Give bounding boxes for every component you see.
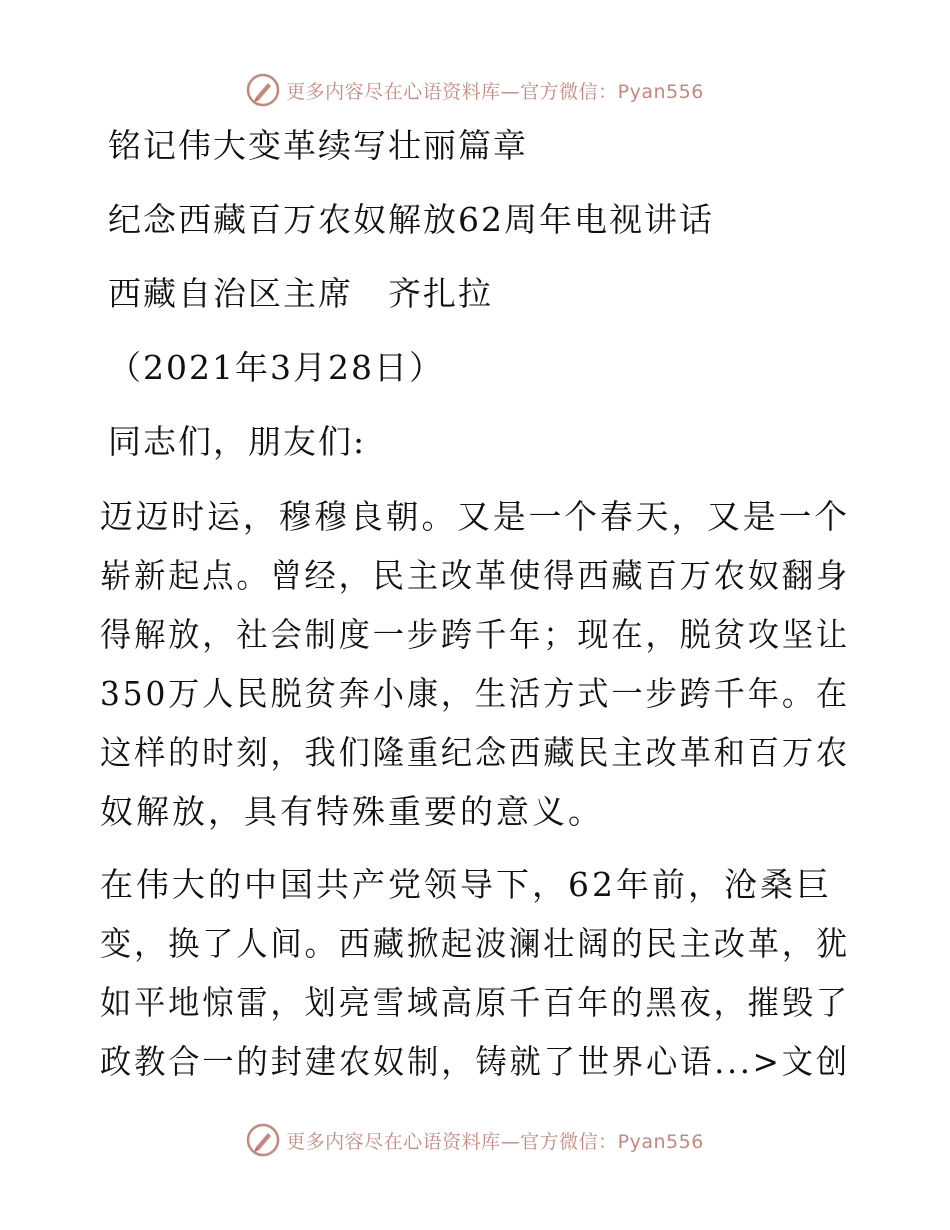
watermark-text: 更多内容尽在心语资料库—官方微信：Pyan556 — [286, 80, 704, 103]
watermark-text: 更多内容尽在心语资料库—官方微信：Pyan556 — [286, 1130, 704, 1153]
paragraph-line: 崭新起点。曾经，民主改革使得西藏百万农奴翻身 — [100, 556, 851, 595]
document-author: 西藏自治区主席 齐扎拉 — [108, 274, 493, 313]
paragraph-line: 如平地惊雷，划亮雪域高原千百年的黑夜，摧毁了 — [100, 983, 851, 1022]
document-subtitle: 纪念西藏百万农奴解放62周年电视讲话 — [108, 200, 714, 239]
paragraph-line: 得解放，社会制度一步跨千年；现在，脱贫攻坚让 — [100, 615, 851, 654]
document-date: （2021年3月28日） — [108, 348, 444, 387]
document-title: 铭记伟大变革续写壮丽篇章 — [108, 126, 528, 165]
watermark-header — [0, 70, 950, 110]
paragraph-line: 这样的时刻，我们隆重纪念西藏民主改革和百万农 — [100, 733, 851, 772]
pen-logo-icon — [246, 1123, 280, 1157]
pen-logo-icon — [246, 73, 280, 107]
paragraph-line: 迈迈时运，穆穆良朝。又是一个春天，又是一个 — [100, 497, 851, 536]
paragraph-line: 350万人民脱贫奔小康，生活方式一步跨千年。在 — [100, 674, 851, 713]
watermark-footer — [0, 1120, 950, 1160]
paragraph-line: 奴解放，具有特殊重要的意义。 — [100, 792, 604, 831]
paragraph-line: 变，换了人间。西藏掀起波澜壮阔的民主改革，犹 — [100, 924, 851, 963]
paragraph-line: 在伟大的中国共产党领导下，62年前，沧桑巨 — [100, 865, 832, 904]
paragraph-line: 政教合一的封建农奴制，铸就了世界心语...>文创 — [100, 1042, 850, 1081]
salutation: 同志们，朋友们: — [108, 422, 367, 461]
